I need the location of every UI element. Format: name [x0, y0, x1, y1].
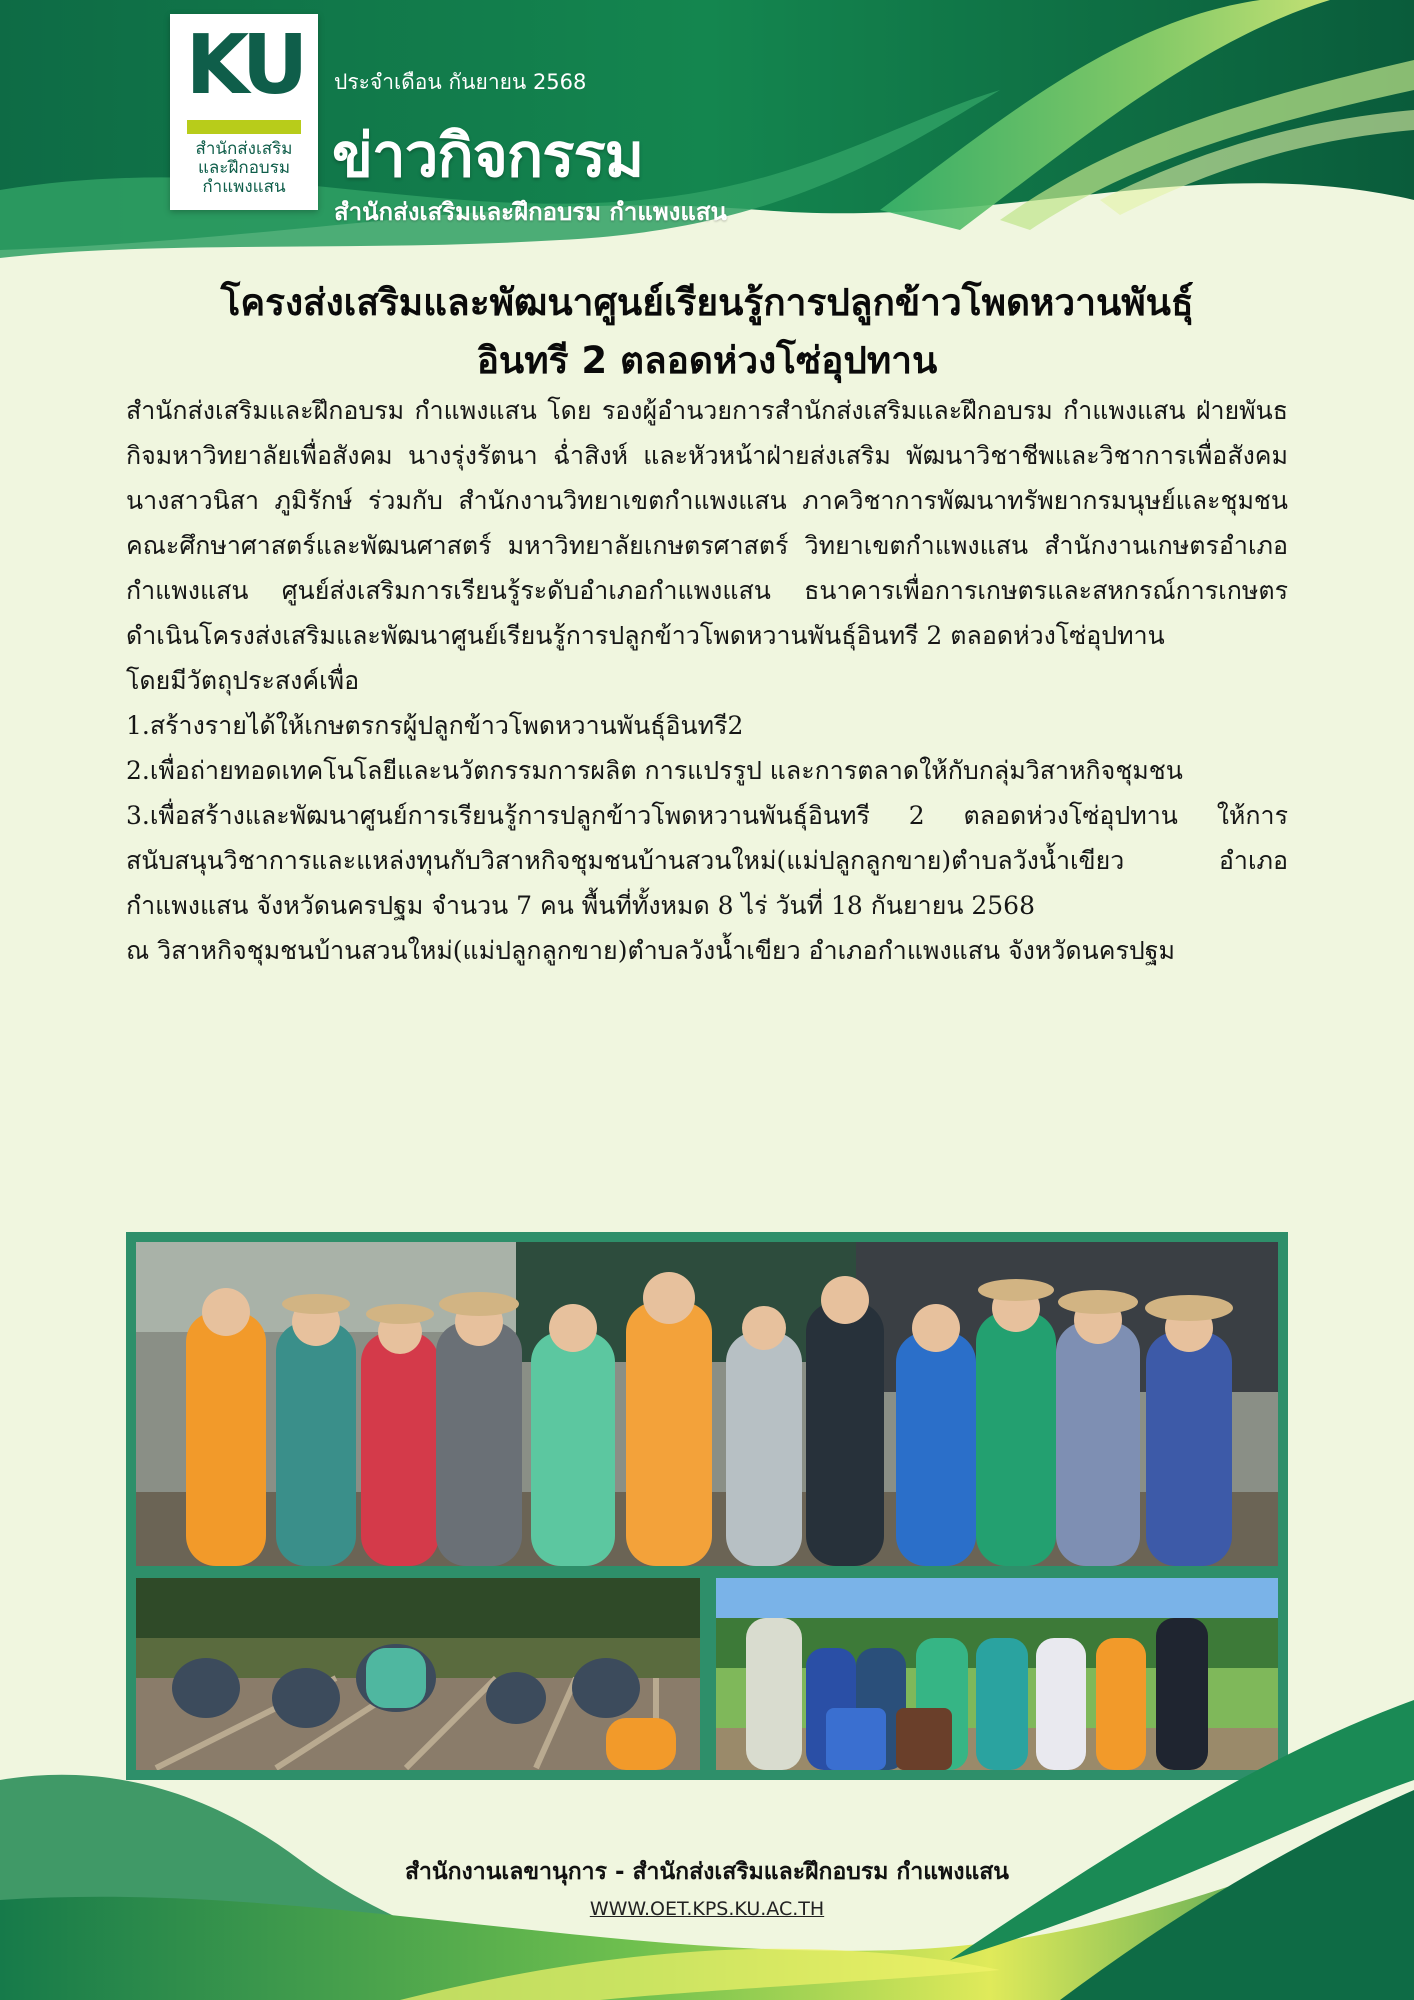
article-objective-3: 3.เพื่อสร้างและพัฒนาศูนย์การเรียนรู้การปลูกข้าวโพดหวานพันธุ์อินทรี 2 ตลอดห่วงโซ่อุปทาน ให้การสนับสนุนวิชาการและแหล่งทุนกับวิสาหกิจชุมชนบ้านสวนใหม่(แม่ปลูกลูกขาย)ตำบลวังน้ำเขียว อำเภอกำแพงแสน จังหวัดนครปฐม จำนวน 7 คน พื้นที่ทั้งหมด 8 ไร่ วันที่ 18 กันยายน 2568: [126, 801, 1288, 920]
article-paragraph-intro: สำนักส่งเสริมและฝึกอบรม กำแพงแสน โดย รองผู้อำนวยการสำนักส่งเสริมและฝึกอบรม กำแพงแสน ฝ่ายพันธกิจมหาวิทยาลัยเพื่อสังคม นางรุ่งรัตนา ฉ่ำสิงห์ และหัวหน้าฝ่ายส่งเสริม พัฒนาวิชาชีพและวิชาการเพื่อสังคม นางสาวนิสา ภูมิรักษ์ ร่วมกับ สำนักงานวิทยาเขตกำแพงแสน ภาควิชาการพัฒนาทรัพยากรมนุษย์และชุมชน คณะศึกษาศาสตร์และพัฒนศาสตร์ มหาวิทยาลัยเกษตรศาสตร์ วิทยาเขตกำแพงแสน สำนักงานเกษตรอำเภอกำแพงแสน ศูนย์ส่งเสริมการเรียนรู้ระดับอำเภอกำแพงแสน ธนาคารเพื่อการเกษตรและสหกรณ์การเกษตร ดำเนินโครงส่งเสริมและพัฒนาศูนย์เรียนรู้การปลูกข้าวโพดหวานพันธุ์อินทรี 2 ตลอดห่วงโซ่อุปทาน: [126, 396, 1288, 650]
footer-website-link[interactable]: WWW.OET.KPS.KU.AC.TH: [589, 1898, 825, 1920]
group-photo: [136, 1242, 1278, 1566]
article-body: [126, 388, 1288, 973]
article-title: [110, 274, 1304, 390]
ku-logo: [170, 14, 318, 210]
issue-month: ประจำเดือน กันยายน 2568: [334, 70, 587, 94]
article-title-line-2: อินทรี 2 ตลอดห่วงโซ่อุปทาน: [476, 339, 938, 382]
article-title-line-1: โครงส่งเสริมและพัฒนาศูนย์เรียนรู้การปลูกข้าวโพดหวานพันธุ์: [220, 281, 1194, 324]
logo-office-name: สำนักส่งเสริม และฝึกอบรม กำแพงแสน: [195, 139, 293, 197]
photo-collage: [126, 1232, 1288, 1780]
logo-accent-bar: [187, 120, 301, 134]
newsletter-masthead: ข่าวกิจกรรม: [332, 121, 644, 191]
logo-mark: KU: [185, 18, 303, 113]
footer-wave-banner: [0, 1700, 1414, 2000]
article-objectives-heading: โดยมีวัตถุประสงค์เพื่อ: [126, 666, 360, 695]
article-objective-1: 1.สร้างรายได้ให้เกษตรกรผู้ปลูกข้าวโพดหวานพันธุ์อินทรี2: [126, 711, 744, 740]
masthead-subtitle: สำนักส่งเสริมและฝึกอบรม กำแพงแสน: [334, 198, 727, 226]
footer-office: สำนักงานเลขานุการ - สำนักส่งเสริมและฝึกอบรม กำแพงแสน: [404, 1859, 1010, 1885]
article-objective-2: 2.เพื่อถ่ายทอดเทคโนโลยีและนวัตกรรมการผลิต การแปรรูป และการตลาดให้กับกลุ่มวิสาหกิจชุมชน: [126, 756, 1183, 785]
article-location: ณ วิสาหกิจชุมชนบ้านสวนใหม่(แม่ปลูกลูกขาย)ตำบลวังน้ำเขียว อำเภอกำแพงแสน จังหวัดนครปฐม: [126, 936, 1176, 965]
